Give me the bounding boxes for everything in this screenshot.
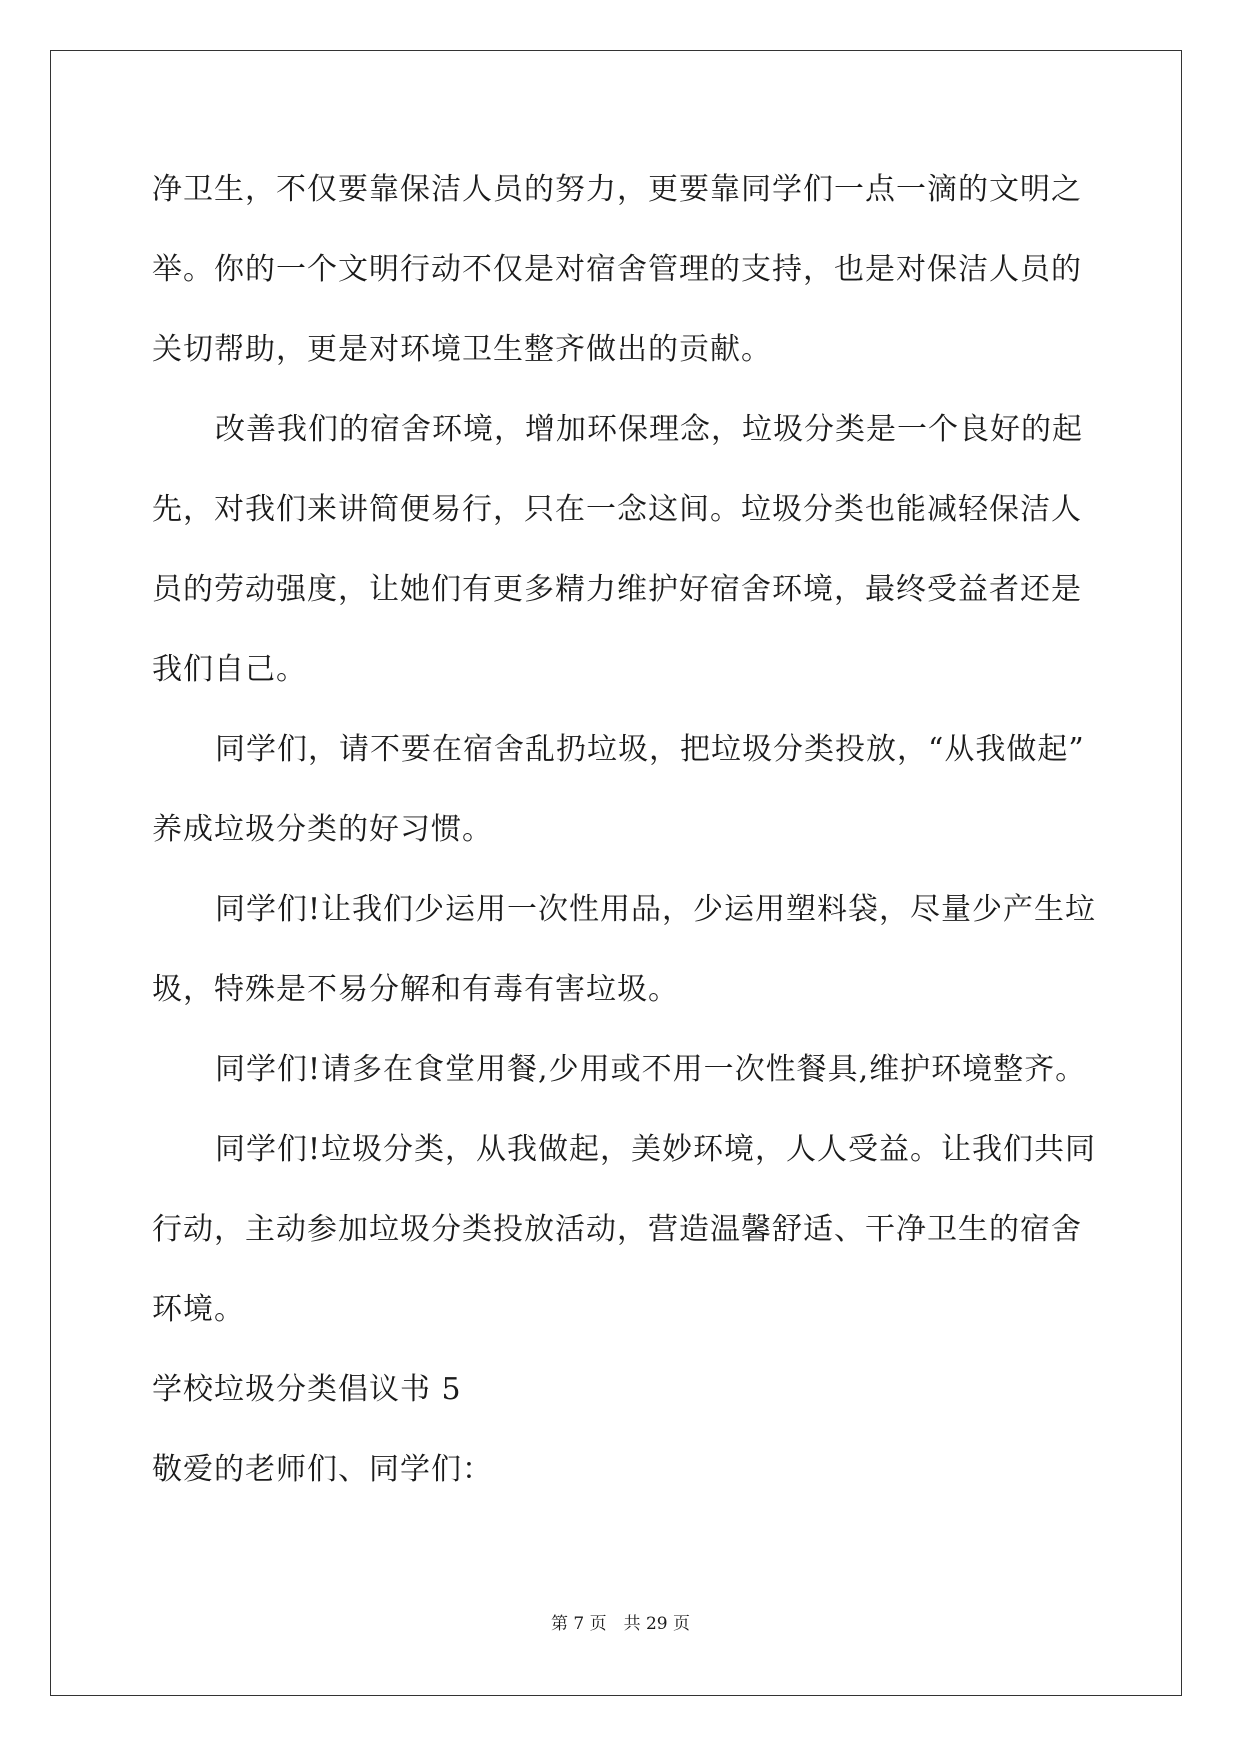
paragraph-start-line: 同学们!让我们少运用一次性用品，少运用塑料袋，尽量少产生垃: [215, 892, 1097, 927]
text-line: 关切帮助，更是对环境卫生整齐做出的贡献。: [152, 332, 772, 367]
paragraph-start-line: 改善我们的宿舍环境，增加环保理念，垃圾分类是一个良好的起: [215, 412, 1083, 447]
text-line: 我们自己。: [152, 652, 307, 687]
page-number-footer: 第 7 页 共 29 页: [550, 1614, 691, 1634]
text-line: 举。你的一个文明行动不仅是对宿舍管理的支持，也是对保洁人员的: [152, 252, 1082, 287]
text-line: 员的劳动强度，让她们有更多精力维护好宿舍环境，最终受益者还是: [152, 572, 1082, 607]
text-line: 净卫生，不仅要靠保洁人员的努力，更要靠同学们一点一滴的文明之: [152, 172, 1082, 207]
text-line: 环境。: [152, 1292, 245, 1327]
text-line: 先，对我们来讲简便易行，只在一念这间。垃圾分类也能减轻保洁人: [152, 492, 1082, 527]
salutation: 敬爱的老师们、同学们：: [152, 1452, 493, 1487]
paragraph-start-line: 同学们!垃圾分类，从我做起，美妙环境，人人受益。让我们共同: [215, 1132, 1097, 1167]
text-line: 行动，主动参加垃圾分类投放活动，营造温馨舒适、干净卫生的宿舍: [152, 1212, 1082, 1247]
paragraph-start-line: 同学们!请多在食堂用餐,少用或不用一次性餐具,维护环境整齐。: [215, 1052, 1087, 1087]
paragraph-start-line: 同学们，请不要在宿舍乱扔垃圾，把垃圾分类投放，“从我做起”: [215, 732, 1085, 767]
text-line: 圾，特殊是不易分解和有毒有害垃圾。: [152, 972, 679, 1007]
section-title: 学校垃圾分类倡议书 5: [152, 1372, 462, 1407]
text-line: 养成垃圾分类的好习惯。: [152, 812, 493, 847]
